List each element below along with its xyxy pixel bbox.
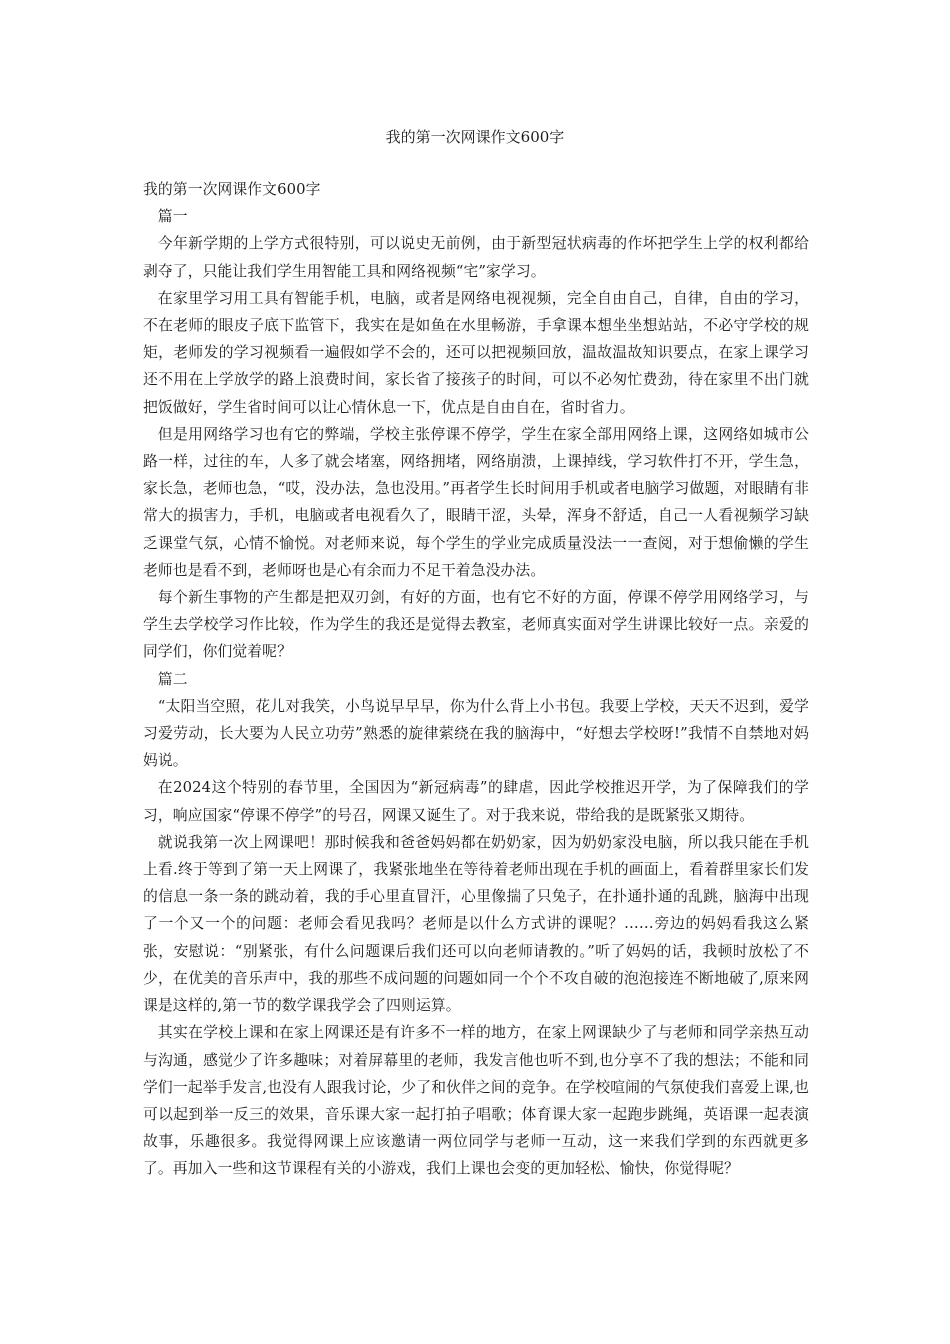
- paragraph: 其实在学校上课和在家上网课还是有许多不一样的地方，在家上网课缺少了与老师和同学亲热互动与沟通，感觉少了许多趣味；对着屏幕里的老师，我发言他也听不到,也分享不了我的想法；不能和同学们一起举手发言,也没有人跟我讨论，少了和伙伴之间的竞争。在学校喧闹的气氛使我们喜爱上课,也可以起到举一反三的效果，音乐课大家一起打拍子唱歌；体育课大家一起跑步跳绳，英语课一起表演故事，乐趣很多。我觉得网课上应该邀请一两位同学与老师一互动，这一来我们学到的东西就更多了。再加入一些和这节课程有关的小游戏，我们上课也会变的更加轻松、愉快，你觉得呢？: [143, 1024, 809, 1178]
- paragraph: 就说我第一次上网课吧！那时候我和爸爸妈妈都在奶奶家，因为奶奶家没电脑，所以我只能在手机上看.终于等到了第一天上网课了，我紧张地坐在等待着老师出现在手机的画面上，看着群里家长们发的信息一条一条的跳动着，我的手心里直冒汗，心里像揣了只兔子，在扑通扑通的乱跳，脑海中出现了一个又一个的问题：老师会看见我吗？老师是以什么方式讲的课呢？……旁边的妈妈看我这么紧张，安慰说：“别紧张，有什么问题课后我们还可以向老师请教的。”听了妈妈的话，我顿时放松了不少，在优美的音乐声中，我的那些不成问题的问题如同一个个不攻自破的泡泡接连不断地破了,原来网课是这样的,第一节的数学课我学会了四则运算。: [143, 833, 809, 1015]
- document-body: [143, 176, 809, 1183]
- paragraph: 今年新学期的上学方式很特别，可以说史无前例，由于新型冠状病毒的作坏把学生上学的权利都给剥夺了，只能让我们学生用智能工具和网络视频“宅”家学习。: [143, 235, 809, 280]
- document-title: 我的第一次网课作文600字: [385, 128, 565, 146]
- paragraph: 在2024这个特别的春节里，全国因为“新冠病毒”的肆虐，因此学校推迟开学，为了保障我们的学习，响应国家“停课不停学”的号召，网课又诞生了。对于我来说，带给我的是既紧张又期待。: [143, 779, 809, 824]
- paragraph: “太阳当空照，花儿对我笑，小鸟说早早早，你为什么背上小书包。我要上学校，天天不迟到，爱学习爱劳动，长大要为人民立功劳”熟悉的旋律萦绕在我的脑海中，“好想去学校呀!”我情不自禁地对妈妈说。: [143, 697, 809, 770]
- paragraph: 每个新生事物的产生都是把双刃剑，有好的方面，也有它不好的方面，停课不停学用网络学习，与学生去学校学习作比较，作为学生的我还是觉得去教室，老师真实面对学生讲课比较好一点。亲爱的同学们，你们觉着呢？: [143, 589, 809, 661]
- paragraph: 但是用网络学习也有它的弊端，学校主张停课不停学，学生在家全部用网络上课，这网络如城市公路一样，过往的车，人多了就会堵塞，网络拥堵，网络崩溃，上课掉线，学习软件打不开，学生急，家长急，老师也急，“哎，没办法，急也没用。”再者学生长时间用手机或者电脑学习做题，对眼睛有非常大的损害力，手机，电脑或者电视看久了，眼睛干涩，头晕，浑身不舒适，自己一人看视频学习缺乏课堂气氛，心情不愉悦。对老师来说，每个学生的学业完成质量没法一一查阅，对于想偷懒的学生老师也是看不到，老师呀也是心有余而力不足干着急没办法。: [143, 425, 809, 579]
- paragraph: 在家里学习用工具有智能手机，电脑，或者是网络电视视频，完全自由自己，自律，自由的学习，不在老师的眼皮子底下监管下，我实在是如鱼在水里畅游，手拿课本想坐坐想站站，不必守学校的规矩，老师发的学习视频看一遍假如学不会的，还可以把视频回放，温故温故知识要点，在家上课学习还不用在上学放学的路上浪费时间，家长省了接孩子的时间，可以不必匆忙费劲，待在家里不出门就把饭做好，学生省时间可以让心情休息一下，优点是自由自在，省时省力。: [143, 289, 809, 416]
- section-label-2: 篇二: [157, 670, 188, 688]
- section-label-1: 篇一: [157, 208, 188, 226]
- document-subtitle: 我的第一次网课作文600字: [143, 181, 321, 198]
